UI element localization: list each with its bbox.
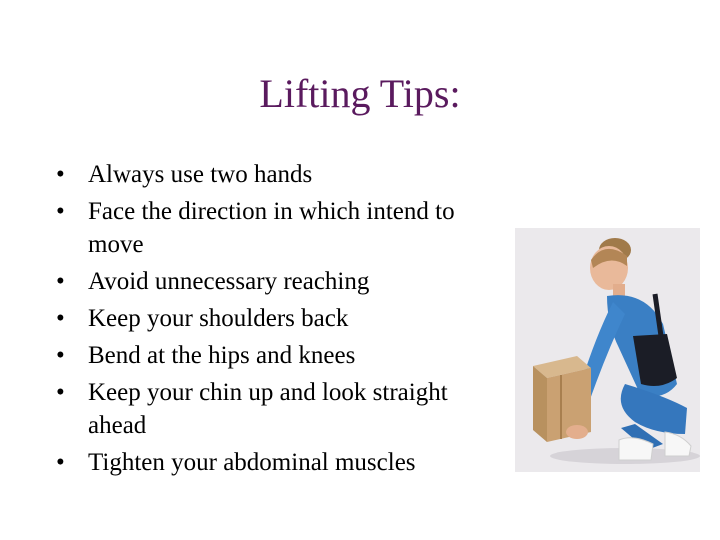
bullet-item xyxy=(52,265,512,298)
bullet-text: Avoid unnecessary reaching xyxy=(88,268,370,295)
bullet-icon: • xyxy=(56,268,65,295)
bullet-text: Keep your chin up and look straight ahead xyxy=(88,379,448,439)
bullet-icon: • xyxy=(56,161,65,188)
bullet-text: Keep your shoulders back xyxy=(88,305,349,332)
lifting-woman-illustration xyxy=(515,228,700,472)
bullet-item xyxy=(52,446,512,479)
bullet-text: Bend at the hips and knees xyxy=(88,342,356,369)
bullet-item xyxy=(52,158,512,191)
bullet-item xyxy=(52,376,512,442)
bullet-list xyxy=(52,158,512,483)
bullet-text: Face the direction in which intend to move xyxy=(88,198,455,258)
bullet-icon: • xyxy=(56,305,65,332)
bullet-text: Tighten your abdominal muscles xyxy=(88,449,416,476)
bullet-icon: • xyxy=(56,449,65,476)
bullet-icon: • xyxy=(56,198,65,225)
bullet-item xyxy=(52,195,512,261)
bullet-text: Always use two hands xyxy=(88,161,313,188)
bullet-item xyxy=(52,302,512,335)
bullet-item xyxy=(52,339,512,372)
bullet-icon: • xyxy=(56,342,65,369)
lifting-photo xyxy=(515,228,700,472)
bullet-icon: • xyxy=(56,379,65,406)
slide-title: Lifting Tips: xyxy=(259,71,461,116)
